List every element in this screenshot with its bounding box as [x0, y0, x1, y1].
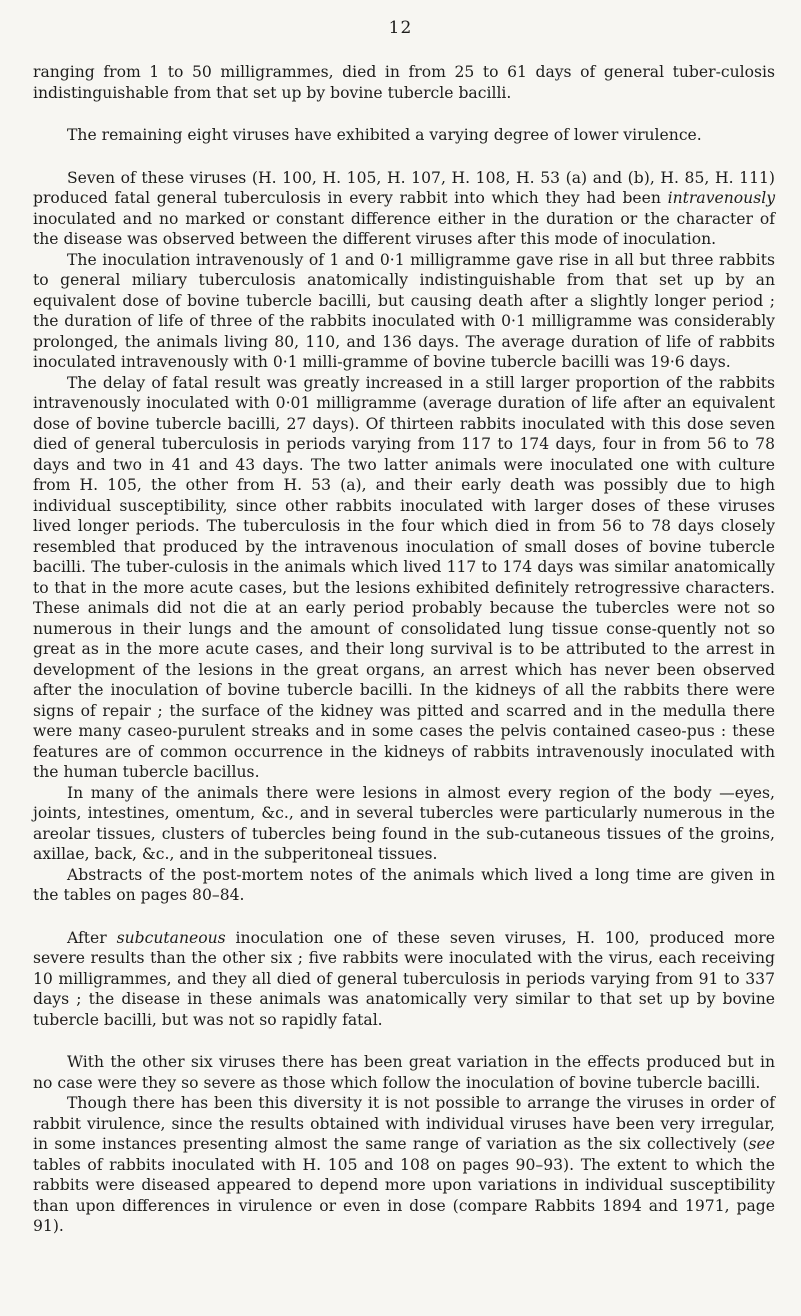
- paragraph-5: The delay of fatal result was greatly increased in a still larger proportion of the rabbits intravenously inoculated with 0·01 milligramme (average duration of life after an equivalent dose of bovine tubercle bacilli, 27 days). Of thirteen rabbits inoculated with this dose seven died of general tuberculosis in periods varying from 117 to 174 days, four in from 56 to 78 days and two in 41 and 43 days. The two latter animals were inoculated one with culture from H. 105, the other from H. 53 (a), and their early death was possibly due to high individual susceptibility, since other rabbits inoculated with larger doses of these viruses lived longer periods. The tuberculosis in the four which died in from 56 to 78 days closely resembled that produced by the intravenous inoculation of small doses of bovine tubercle bacilli. The tuber-culosis in the animals which lived 117 to 174 days was similar anatomically to that in the more acute cases, but the lesions exhibited definitely retrogressive characters. These animals did not die at an early period probably because the tubercles were not so numerous in their lungs and the amount of consolidated lung tissue conse-quently not so great as in the more acute cases, and their long survival is to be attributed to the arrest in development of the lesions in the great organs, an arrest which has never been observed after the inoculation of bovine tubercle bacilli. In the kidneys of all the rabbits there were signs of repair ; the surface of the kidney was pitted and scarred and in the medulla there were many caseo-purulent streaks and in some cases the pelvis contained caseo-pus : these features are of common occurrence in the kidneys of rabbits intravenously inoculated with the human tubercle bacillus.: [33, 373, 775, 781]
- paragraph-6: In many of the animals there were lesions in almost every region of the body —eyes, joints, intestines, omentum, &c., and in several tubercles were particularly numerous in the areolar tissues, clusters of tubercles being found in the sub-cutaneous tissues of the groins, axillae, back, &c., and in the subperitoneal tissues.: [33, 783, 775, 863]
- paragraph-9: With the other six viruses there has been great variation in the effects produced but in no case were they so severe as those which follow the inoculation of bovine tubercle bacilli.: [33, 1053, 775, 1092]
- paragraph-8-emphasis: subcutaneous: [116, 928, 226, 947]
- paragraph-10: [33, 1093, 775, 1237]
- paragraph-8: [33, 928, 775, 1031]
- paragraph-3-emphasis: intravenously: [667, 189, 775, 207]
- paragraph-3-part-2: inoculated and no marked or constant difference either in the duration or the character of the disease was observed between the different viruses after this mode of inoculation.: [33, 209, 775, 248]
- paragraph-8-part-1: After: [67, 928, 117, 947]
- paragraph-7: Abstracts of the post-mortem notes of the animals which lived a long time are given in the tables on pages 80–84.: [33, 865, 775, 904]
- paragraph-2: The remaining eight viruses have exhibited a varying degree of lower virulence.: [67, 126, 702, 144]
- paragraph-10-part-1: Though there has been this diversity it is not possible to arrange the viruses in order of rabbit virulence, since the results obtained with individual viruses have been very irregular, in some instances presenting almost the same range of variation as the six collectively (: [33, 1094, 775, 1153]
- paragraph-4: The inoculation intravenously of 1 and 0·1 milligramme gave rise in all but three rabbits to general miliary tuberculosis anatomically indistinguishable from that set up by an equivalent dose of bovine tubercle bacilli, but causing death after a slightly longer period ; the duration of life of three of the rabbits inoculated with 0·1 milligramme was considerably prolonged, the animals living 80, 110, and 136 days. The average duration of life of rabbits inoculated intravenously with 0·1 milli-gramme of bovine tubercle bacilli was 19·6 days.: [33, 250, 775, 371]
- paragraph-3-part-1: Seven of these viruses (H. 100, H. 105, H. 107, H. 108, H. 53 (a) and (b), H. 85, H. 111) produced fatal general tuberculosis in every rabbit into which they had been: [33, 168, 775, 207]
- paragraph-8-part-2: inoculation one of these seven viruses, H. 100, produced more severe results than the other six ; five rabbits were inoculated with the virus, each receiving 10 milligrammes, and they all died of general tuberculosis in periods varying from 91 to 337 days ; the disease in these animals was anatomically very similar to that set up by bovine tubercle bacilli, but was not so rapidly fatal.: [33, 928, 775, 1029]
- paragraph-10-part-2: tables of rabbits inoculated with H. 105 and 108 on pages 90–93). The extent to which the rabbits were diseased appeared to depend more upon variations in individual susceptibility than upon differences in virulence or even in dose (compare Rabbits 1894 and 1971, page 91).: [33, 1155, 775, 1235]
- paragraph-3: [33, 168, 775, 250]
- paragraph-10-emphasis: see: [748, 1135, 775, 1153]
- paragraph-1: ranging from 1 to 50 milligrammes, died in from 25 to 61 days of general tuber-culosis indistinguishable from that set up by bovine tubercle bacilli.: [33, 63, 775, 102]
- body-text: [33, 62, 775, 1237]
- page-number: 12: [388, 18, 413, 38]
